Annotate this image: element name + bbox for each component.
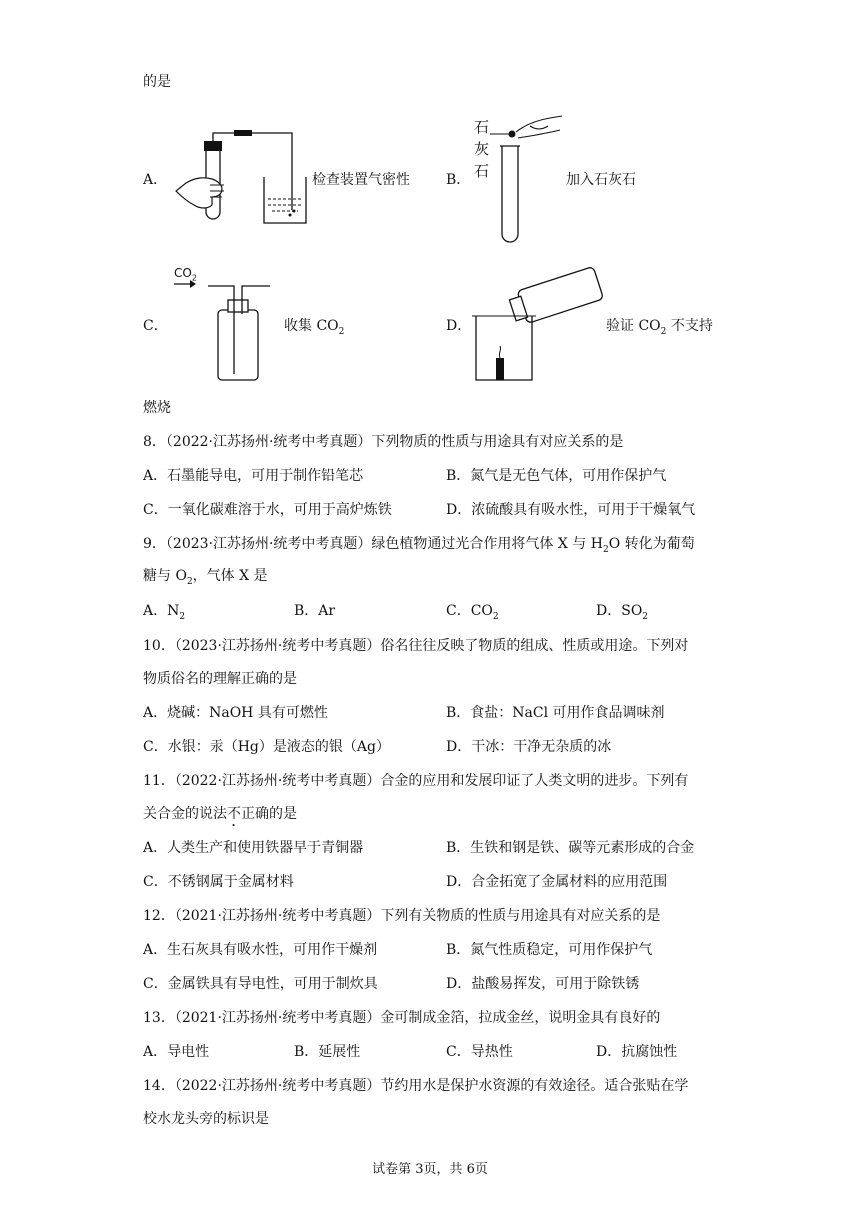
q9-stem-line2: 糖与 $O_2$，气体 X 是 bbox=[143, 568, 268, 587]
q8-stem: 8．（2022·江苏扬州·统考中考真题）下列物质的性质与用途具有对应关系的是 bbox=[143, 434, 624, 450]
q10-option-a: A．烧碱：NaOH 具有可燃性 bbox=[143, 705, 328, 721]
q9-stem-line1: 9．（2023·江苏扬州·统考中考真题）绿色植物通过光合作用将气体 X 与 $H_2O$ 转化为葡萄 bbox=[143, 536, 695, 555]
q10-stem-line2: 物质俗名的理解正确的是 bbox=[143, 671, 297, 687]
q7-option-d-caption: 验证 $CO_2$ 不支持 bbox=[606, 318, 713, 337]
q13-option-a: A．导电性 bbox=[143, 1044, 210, 1060]
airtightness-check-figure bbox=[172, 125, 312, 230]
co2-collection-figure bbox=[172, 278, 272, 383]
q11-option-d: D．合金拓宽了金属材料的应用范围 bbox=[446, 874, 668, 890]
q7-option-a-letter: A． bbox=[143, 172, 168, 188]
q8-option-b: B．氮气是无色气体，可用作保护气 bbox=[446, 468, 667, 484]
q8-option-a: A．石墨能导电，可用于制作铅笔芯 bbox=[143, 468, 364, 484]
q11-option-b: B．生铁和钢是铁、碳等元素形成的合金 bbox=[446, 840, 695, 856]
q12-option-a: A．生石灰具有吸水性，可用作干燥剂 bbox=[143, 942, 378, 958]
q13-option-c: C．导热性 bbox=[446, 1044, 513, 1060]
page-footer: 试卷第 3页，共 6页 bbox=[372, 1162, 488, 1177]
q7-option-c-caption: 收集 $CO_2$ bbox=[284, 318, 345, 337]
q8-option-c: C．一氧化碳难溶于水，可用于高炉炼铁 bbox=[143, 502, 392, 518]
q7-option-c-letter: C． bbox=[143, 318, 168, 334]
q12-option-c: C．金属铁具有导电性，可用于制炊具 bbox=[143, 976, 378, 992]
q7-option-b-caption: 加入石灰石 bbox=[566, 172, 636, 188]
q10-option-c: C．水银：汞（Hg）是液态的银（Ag） bbox=[143, 739, 390, 755]
q11-stem-line1: 11．（2022·江苏扬州·统考中考真题）合金的应用和发展印证了人类文明的进步。下列有 bbox=[143, 773, 689, 789]
q11-stem-line2: 关合金的说法不正确的是 bbox=[143, 806, 297, 822]
q12-option-d: D．盐酸易挥发，可用于除铁锈 bbox=[446, 976, 640, 992]
q10-option-d: D．干冰：干净无杂质的冰 bbox=[446, 739, 612, 755]
q14-stem-line1: 14．（2022·江苏扬州·统考中考真题）节约用水是保护水资源的有效途径。适合张贴在学 bbox=[143, 1078, 689, 1094]
q7-tail: 燃烧 bbox=[143, 400, 171, 416]
q9-option-d: D．$SO_2$ bbox=[596, 603, 649, 622]
q11-option-c: C．不锈钢属于金属材料 bbox=[143, 874, 294, 890]
q13-stem: 13．（2021·江苏扬州·统考中考真题）金可制成金箔，拉成金丝，说明金具有良好的 bbox=[143, 1010, 661, 1026]
q7-option-d-letter: D． bbox=[446, 318, 472, 334]
q9-option-c: C．$CO_2$ bbox=[446, 603, 499, 622]
q12-option-b: B．氮气性质稳定，可用作保护气 bbox=[446, 942, 653, 958]
co2-no-combustion-figure bbox=[470, 266, 606, 384]
q10-option-b: B．食盐：NaCl 可用作食品调味剂 bbox=[446, 705, 665, 721]
limestone-side-label: 石 灰 石 bbox=[474, 118, 490, 180]
q9-option-a: A．$N_2$ bbox=[143, 603, 186, 622]
q10-stem-line1: 10．（2023·江苏扬州·统考中考真题）俗名往往反映了物质的组成、性质或用途。下列对 bbox=[143, 638, 689, 654]
q14-stem-line2: 校水龙头旁的标识是 bbox=[143, 1111, 269, 1127]
add-limestone-figure bbox=[490, 112, 570, 244]
q13-option-b: B．延展性 bbox=[294, 1044, 361, 1060]
q13-option-d: D．抗腐蚀性 bbox=[596, 1044, 678, 1060]
q11-option-a: A．人类生产和使用铁器早于青铜器 bbox=[143, 840, 364, 856]
q12-stem: 12．（2021·江苏扬州·统考中考真题）下列有关物质的性质与用途具有对应关系的是 bbox=[143, 908, 661, 924]
q7-stem-end: 的是 bbox=[143, 74, 171, 90]
emphasis-not: 不 bbox=[227, 806, 241, 822]
co2-inlet-label: $CO_2$ bbox=[174, 266, 197, 283]
q8-option-d: D．浓硫酸具有吸水性，可用于干燥氧气 bbox=[446, 502, 696, 518]
q7-option-b-letter: B． bbox=[446, 172, 471, 188]
q9-option-b: B．Ar bbox=[294, 603, 336, 619]
q7-option-a-caption: 检查装置气密性 bbox=[312, 172, 410, 188]
